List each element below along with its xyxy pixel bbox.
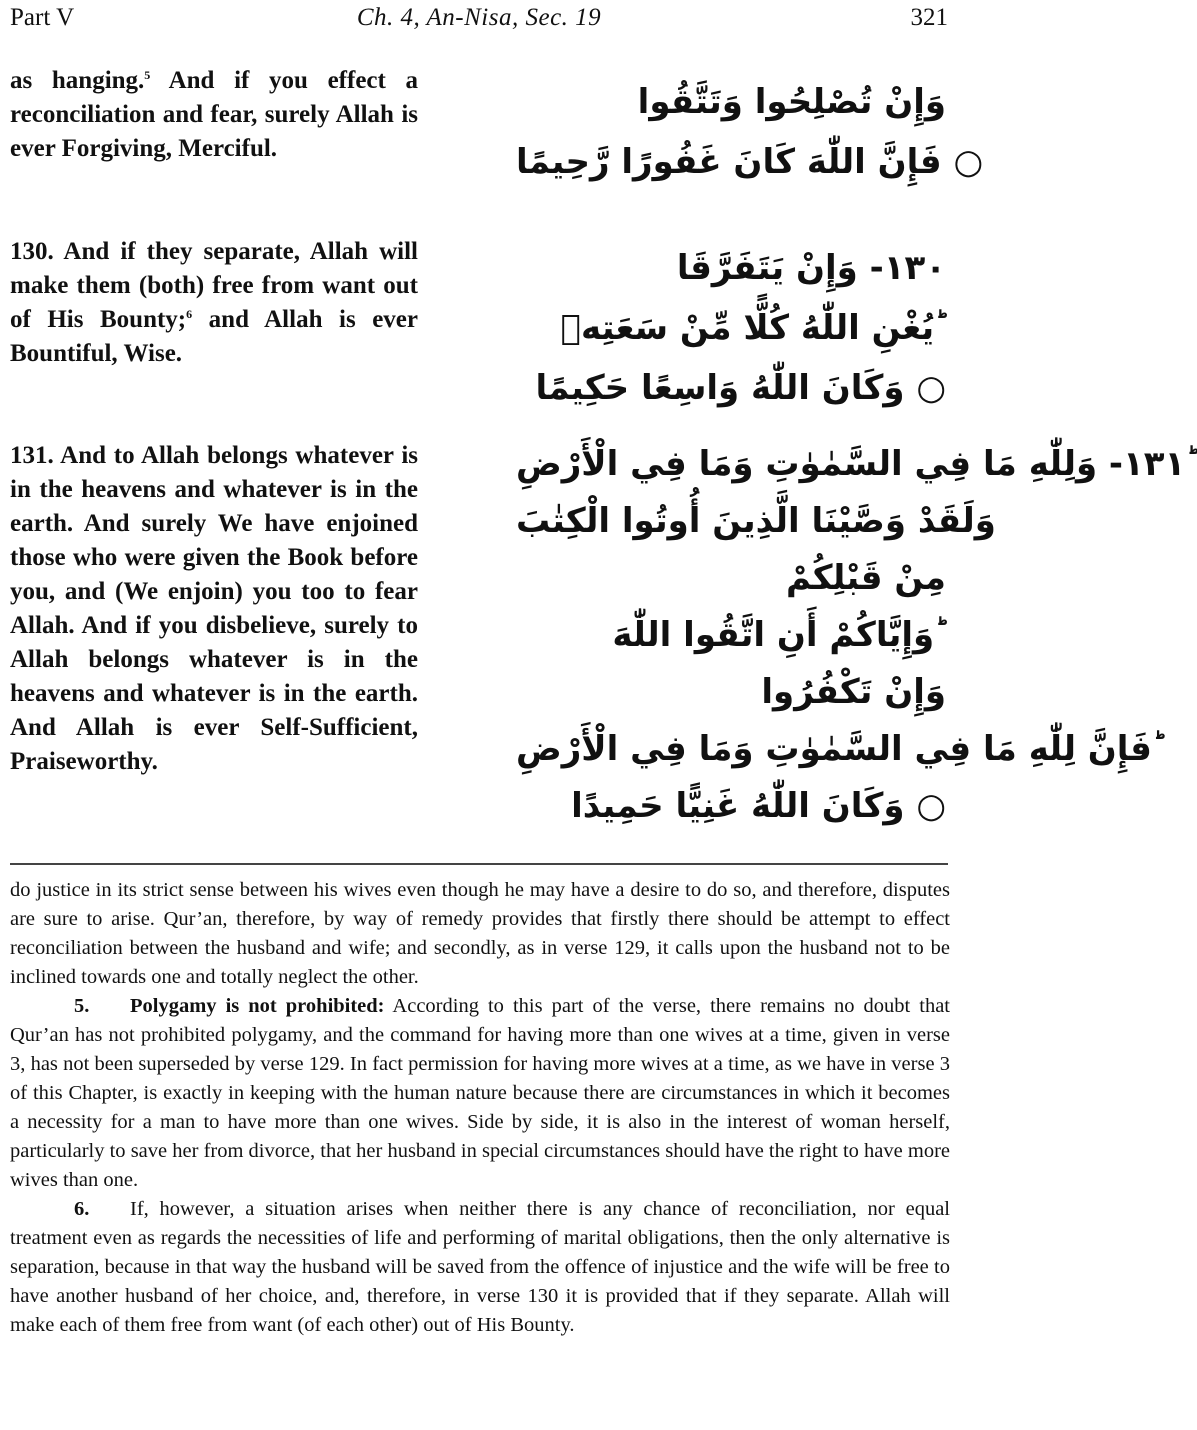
arabic-line: وَكَانَ اللّٰهُ غَنِيًّا حَمِيدًا ○ [571,786,946,826]
footnote-title: Polygamy is not prohibited: [130,995,385,1017]
verse-129-translation: as hanging.$^5$ And if you effect a reconciliation and fear, surely Allah is ever Forgiving, Merciful. [10,67,418,162]
arabic-line: ١٣١- وَلِلّٰهِ مَا فِي السَّمٰوٰتِ وَمَا فِي الْأَرْضِ ؕ [516,444,1197,484]
arabic-line: وَإِيَّاكُمْ أَنِ اتَّقُوا اللّٰهَ ؕ [612,615,946,655]
arabic-line: فَإِنَّ لِلّٰهِ مَا فِي السَّمٰوٰتِ وَمَا فِي الْأَرْضِ ؕ [516,729,1164,769]
arabic-line: وَإِنْ تَكْفُرُوا [761,672,946,712]
footnote-divider [10,863,948,865]
footnote-6: 6. If, however, a situation arises when neither there is any chance of reconciliation, nor equal treatment even as regards the necessities of life and performing of marital obligations, then the only alternative is separation, because in that way the husband will be saved from the offence of injustice and the wife will be free to have another husband of her choice, and, therefore, in verse 130 it is provided that if they separate. Allah will make each of them free from want (of each other) out of His Bounty. [10,1195,950,1340]
footnote-number: 5. [74,995,90,1017]
chapter-section-title: Ch. 4, An-Nisa, Sec. 19 [356,4,602,31]
footnote-marker: 6 [186,307,193,321]
arabic-line: وَلَقَدْ وَصَّيْنَا الَّذِينَ أُوتُوا الْكِتٰبَ [516,501,996,541]
verse-131-translation: 131. And to Allah belongs whatever is in the heavens and whatever is in the earth. And surely We have enjoined those who were given the Book before you, and (We enjoin) you too to fear Allah. And if you disbelieve, surely to Allah belongs whatever is in the heavens and whatever is in the earth. And Allah is ever Self-Sufficient, Praiseworthy. [10,442,418,775]
part-label: Part V [10,4,75,31]
arabic-line: فَإِنَّ اللّٰهَ كَانَ غَفُورًا رَّحِيمًا ○ [516,142,984,182]
footnote-continuation: do justice in its strict sense between his wives even though he may have a desire to do so, and therefore, disputes are sure to arise. Qur’an, therefore, by way of remedy provides that firstly there should be attempt to effect reconciliation between the husband and wife; and secondly, as in verse 129, it calls upon the husband not to be inclined towards one and totally neglect the other. [10,879,950,988]
footnotes [10,876,950,1340]
verse-130-translation: 130. And if they separate, Allah will make them (both) free from want out of His Bounty;$^6$ and Allah is ever Bountiful, Wise. [10,238,418,367]
page-number: 321 [910,4,948,31]
arabic-line: مِنْ قَبْلِكُمْ [786,558,946,598]
arabic-line: ١٣٠- وَإِنْ يَتَفَرَّقَا [676,248,946,288]
footnote-marker: 5 [144,68,151,82]
arabic-line: وَإِنْ تُصْلِحُوا وَتَتَّقُوا [637,82,946,122]
footnote-number: 6. [74,1198,90,1220]
page-header [10,2,948,34]
arabic-line: يُغْنِ اللّٰهُ كُلًّا مِّنْ سَعَتِهٖ ؕ [560,308,946,348]
verse-130-arabic [516,238,946,418]
footnote-5: 5. Polygamy is not prohibited: According to this part of the verse, there remains no doubt that Qur’an has not prohibited polygamy, and the command for having more than one wives at a time, given in verse 3, has not been superseded by verse 129. In fact permission for having more wives at a time, as we have in verse 3 of this Chapter, is exactly in keeping with the human nature because there are circumstances in which it becomes a necessity for a man to have more than one wives. Side by side, it is also in the interest of woman herself, particularly to save her from divorce, that her husband in special circumstances should have the right to have more wives than one. [10,992,950,1195]
verse-129-arabic [516,72,984,192]
arabic-line: وَكَانَ اللّٰهُ وَاسِعًا حَكِيمًا ○ [535,368,946,408]
verse-131-arabic [516,436,1197,835]
